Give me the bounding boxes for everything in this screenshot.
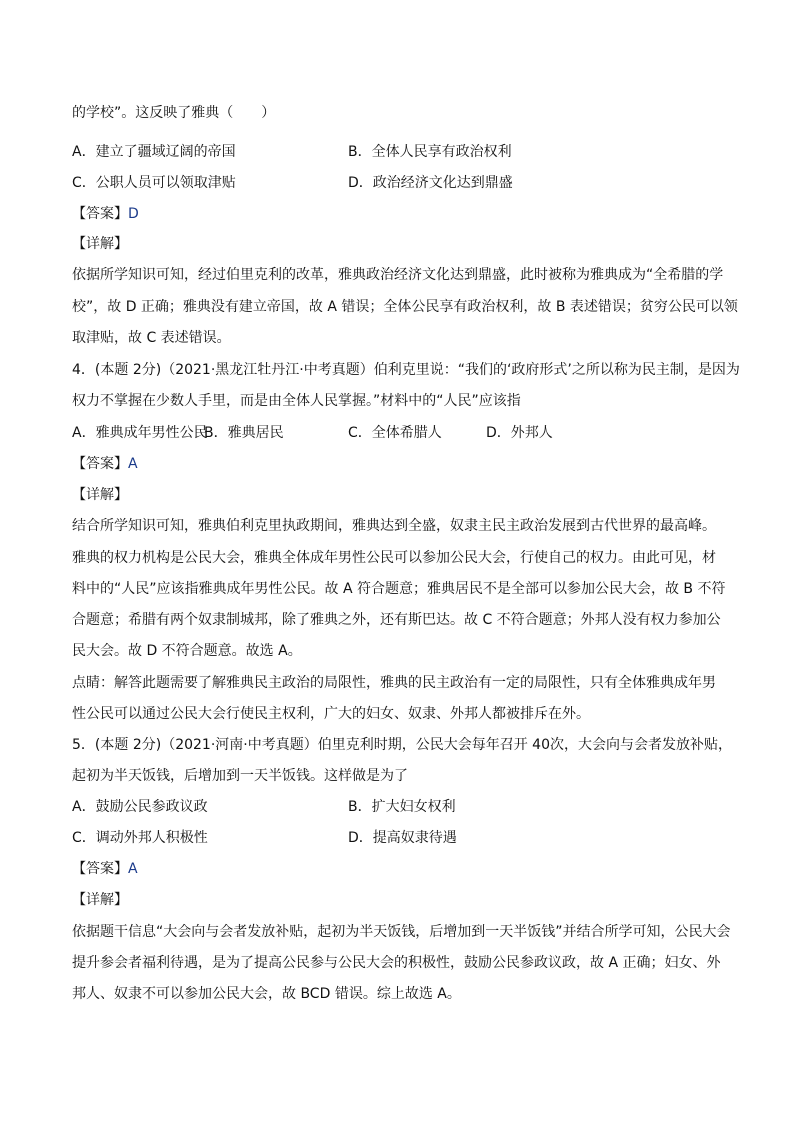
answer-label: 【答案】	[72, 206, 128, 222]
q4-note-line-2: 性公民可以通过公民大会行使民主权利，广大的妇女、奴隶、外邦人都被排斥在外。	[72, 706, 590, 722]
q3-stem-tail: 的学校”。这反映了雅典（ ）	[72, 105, 276, 121]
q5-answer	[72, 859, 138, 879]
answer-value: A	[128, 861, 138, 877]
q3-option-b: B．全体人民享有政治权利	[348, 144, 512, 160]
q5-detail-line-1: 依据题干信息“大会向与会者发放补贴，起初为半天饭钱，后增加到一天半饭钱”并结合所学可知，公民大会	[72, 924, 731, 940]
q4-answer	[72, 454, 138, 474]
q4-option-d: D．外邦人	[486, 425, 553, 441]
q5-option-b: B．扩大妇女权利	[348, 799, 456, 815]
q3-detail-line-1: 依据所学知识可知，经过伯里克利的改革，雅典政治经济文化达到鼎盛，此时被称为雅典成为“全希腊的学	[72, 267, 724, 283]
q4-stem-line-1: 4．(本题 2分)（2021·黑龙江牡丹江·中考真题）伯利克里说：“我们的‘政府形式’之所以称为民主制，是因为	[72, 362, 740, 378]
q5-option-a: A．鼓励公民参政议政	[72, 799, 208, 815]
q4-detail-line-1: 结合所学知识可知，雅典伯利克里执政期间，雅典达到全盛，奴隶主民主政治发展到古代世界的最高峰。	[72, 518, 716, 534]
q5-detail-label: 【详解】	[72, 892, 128, 908]
q4-detail-label: 【详解】	[72, 487, 128, 503]
q4-option-a: A．雅典成年男性公民	[72, 425, 208, 441]
q4-detail-line-2: 雅典的权力机构是公民大会，雅典全体成年男性公民可以参加公民大会，行使自己的权力。由此可见，材	[72, 550, 716, 566]
answer-value: A	[128, 456, 138, 472]
answer-label: 【答案】	[72, 456, 128, 472]
q4-detail-line-3: 料中的“人民”应该指雅典成年男性公民。故 A 符合题意；雅典居民不是全部可以参加公民大会，故 B 不符	[72, 581, 726, 597]
q5-detail-line-2: 提升参会者福利待遇，是为了提高公民参与公民大会的积极性，鼓励公民参政议政，故 A 正确；妇女、外	[72, 955, 721, 971]
q3-option-c: C．公职人员可以领取津贴	[72, 175, 236, 191]
q3-option-a: A．建立了疆域辽阔的帝国	[72, 144, 236, 160]
q5-stem-line-2: 起初为半天饭钱，后增加到一天半饭钱。这样做是为了	[72, 768, 408, 784]
q3-detail-line-2: 校”，故 D 正确；雅典没有建立帝国，故 A 错误；全体公民享有政治权利，故 B 表述错误；贫穷公民可以领	[72, 299, 738, 315]
answer-label: 【答案】	[72, 861, 128, 877]
q3-option-d: D．政治经济文化达到鼎盛	[348, 175, 513, 191]
q4-stem-line-2: 权力不掌握在少数人手里，而是由全体人民掌握。”材料中的“人民”应该指	[72, 393, 521, 409]
q5-stem-line-1: 5．(本题 2分)（2021·河南·中考真题）伯里克利时期，公民大会每年召开 40次，大会向与会者发放补贴，	[72, 737, 732, 753]
q5-detail-line-3: 邦人、奴隶不可以参加公民大会，故 BCD 错误。综上故选 A。	[72, 986, 461, 1002]
q3-detail-label: 【详解】	[72, 236, 128, 252]
q4-option-b: B．雅典居民	[204, 425, 284, 441]
q4-detail-line-5: 民大会。故 D 不符合题意。故选 A。	[72, 643, 302, 659]
q4-detail-line-4: 合题意；希腊有两个奴隶制城邦，除了雅典之外，还有斯巴达。故 C 不符合题意；外邦人没有权力参加公	[72, 612, 721, 628]
q4-note-line-1: 点睛：解答此题需要了解雅典民主政治的局限性，雅典的民主政治有一定的局限性，只有全体雅典成年男	[72, 675, 716, 691]
q3-detail-line-3: 取津贴，故 C 表述错误。	[72, 330, 231, 346]
q5-option-d: D．提高奴隶待遇	[348, 830, 457, 846]
answer-value: D	[128, 206, 139, 222]
q5-option-c: C．调动外邦人积极性	[72, 830, 208, 846]
q3-answer	[72, 204, 139, 224]
q4-option-c: C．全体希腊人	[348, 425, 442, 441]
